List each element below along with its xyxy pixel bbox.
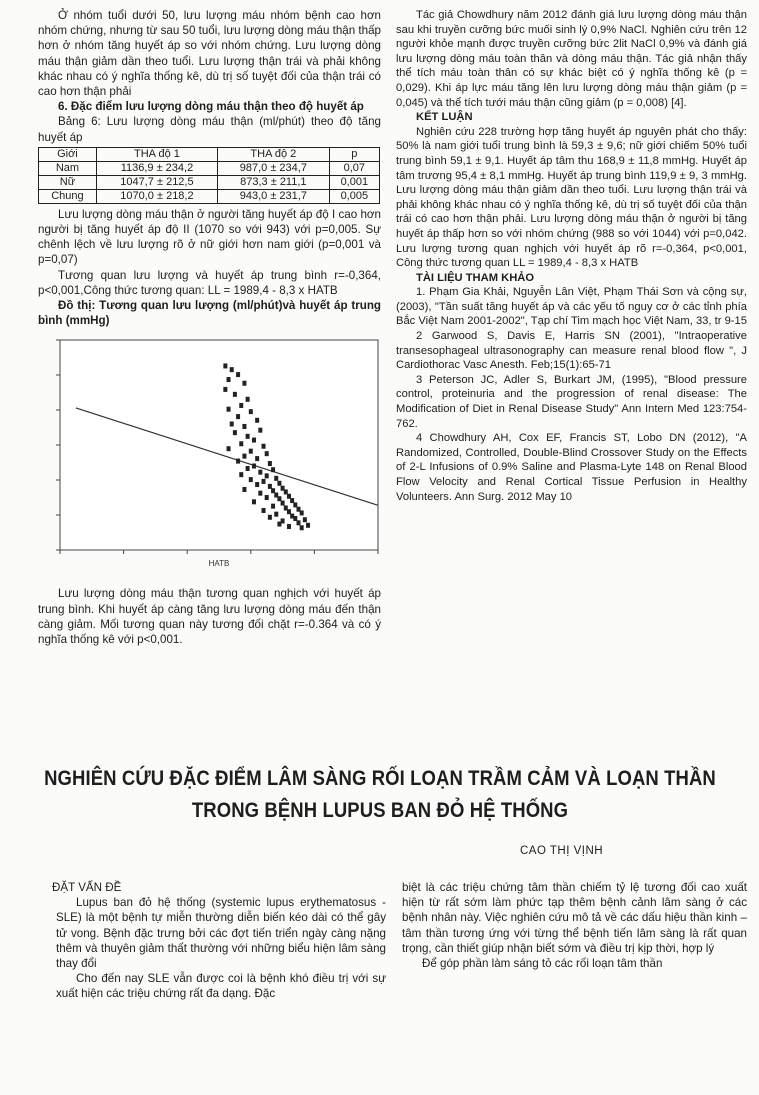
table-header-cell: THA độ 2	[218, 147, 330, 161]
paragraph: Ở nhóm tuổi dưới 50, lưu lượng máu nhóm bệnh cao hơn nhóm chứng, nhưng từ sau 50 tuổi, lưu lượng dòng máu thận thấp hơn ở nhóm tăng huyết áp so với nhóm chứng. Lưu lượng dòng máu thận giảm dần theo tuổi. Lưu lượng thận trái và phải không khác nhau có ý nghĩa thống kê, dù trị số tuyệt đối của thận trái có cao hơn thận phải	[38, 9, 381, 99]
data-point	[242, 454, 246, 459]
paragraph: Lưu lượng dòng máu thận tương quan nghịch với huyết áp trung bình. Khi huyết áp càng tăng lưu lượng dòng máu đến thận càng giảm. Mối tương quan này tương đối chặt r=-0.364 và có ý nghĩa thống kê với p<0,001.	[38, 587, 381, 647]
data-point	[303, 518, 307, 523]
data-point	[249, 410, 253, 415]
data-point	[227, 447, 231, 452]
data-point	[293, 503, 297, 508]
data-point	[287, 524, 291, 529]
data-point	[233, 392, 237, 397]
data-point	[239, 403, 243, 408]
data-point	[277, 481, 281, 486]
table-row	[39, 161, 380, 175]
data-point	[227, 377, 231, 382]
data-point	[246, 434, 250, 439]
data-point	[300, 511, 304, 516]
data-point	[239, 473, 243, 478]
data-point	[271, 504, 275, 509]
data-point	[230, 368, 234, 373]
data-point	[249, 449, 253, 454]
data-point	[252, 500, 256, 505]
data-point	[287, 510, 291, 515]
article-title-line: TRONG BỆNH LUPUS BAN ĐỎ HỆ THỐNG	[191, 797, 569, 822]
paragraph: Cho đến nay SLE vẫn được coi là bệnh khó điều trị với sự xuất hiện các triệu chứng rất đa dạng. Đặc	[56, 972, 386, 1001]
data-point	[265, 474, 269, 479]
table-cell: Chung	[39, 189, 97, 203]
data-point	[262, 508, 266, 513]
table-cell: Nam	[39, 161, 97, 175]
data-point	[242, 381, 246, 386]
table-cell: 0,001	[329, 175, 379, 189]
table-caption: Bảng 6: Lưu lượng dòng máu thận (ml/phút) theo độ tăng huyết áp	[38, 115, 381, 144]
table-cell: 987,0 ± 234,7	[218, 161, 330, 175]
table-6	[38, 147, 380, 204]
section-heading: ĐẶT VẤN ĐỀ	[52, 881, 122, 894]
data-point	[281, 501, 285, 506]
data-point	[258, 470, 262, 475]
data-point	[277, 497, 281, 502]
references-heading: TÀI LIỆU THAM KHẢO	[416, 271, 535, 284]
paragraph: Lưu lượng dòng máu thận ở người tăng huyết áp độ I cao hơn người bị tăng huyết áp độ II (1070 so với 943) với p=0,005. Sự chênh lệch về lưu lượng rõ ở nữ giới hơn nam giới (p=0,001 và p=0,07)	[38, 207, 381, 267]
data-point	[258, 491, 262, 496]
table-header-cell: THA độ 1	[96, 147, 217, 161]
section-heading: 6. Đặc điểm lưu lượng dòng máu thận theo độ huyết áp	[58, 100, 364, 114]
chart-heading: Đồ thị: Tương quan lưu lượng (ml/phút)và huyết áp trung bình (mmHg)	[38, 299, 381, 328]
data-point	[230, 422, 234, 427]
data-point	[274, 476, 278, 481]
data-point	[246, 466, 250, 471]
data-point	[265, 495, 269, 500]
table-cell: 1070,0 ± 218,2	[96, 189, 217, 203]
right-column-top	[396, 8, 747, 504]
data-point	[252, 438, 256, 443]
data-point	[262, 479, 266, 484]
data-point	[290, 499, 294, 504]
table-cell: 873,3 ± 211,1	[218, 175, 330, 189]
section-heading-ketluan: KẾT LUẬN	[416, 111, 473, 124]
references	[396, 271, 747, 505]
data-point	[236, 415, 240, 420]
data-point	[268, 484, 272, 489]
plot-area	[60, 340, 378, 550]
data-point	[242, 424, 246, 429]
table-row	[39, 189, 380, 203]
table-cell: 1047,7 ± 212,5	[96, 175, 217, 189]
paragraph: Để góp phần làm sáng tỏ các rối loạn tâm thần	[422, 957, 663, 971]
table-cell: Nữ	[39, 175, 97, 189]
table-cell: 0,07	[329, 161, 379, 175]
data-point	[293, 516, 297, 521]
reference-item: 4 Chowdhury AH, Cox EF, Francis ST, Lobo DN (2012), "A Randomized, Controlled, Double-Blind Crossover Study on the Effects of 2-L Infusions of 0.9% Saline and Plasma-Lyte 148 on Renal Blood Flow Velocity and Renal Cortical Tissue Perfusion in Healthy Volunteers. Ann Surg. 2012 May 10	[396, 432, 747, 503]
table-header-cell: Giới	[39, 147, 97, 161]
data-point	[223, 387, 227, 392]
data-point	[239, 442, 243, 447]
data-point	[252, 464, 256, 469]
data-point	[246, 397, 250, 402]
paragraph: Nghiên cứu 228 trường hợp tăng huyết áp nguyên phát cho thấy: 50% là nam giới tuổi trung bình là 59,3 ± 9,6; nữ giới chiếm 50% tuổi trung bình 59,1 ± 9,1. Huyết áp tâm thu 168,9 ± 11,8 mmHg. Huyết áp tâm trương 95,4 ± 8,1 mmHg. Huyết áp trung bình 119,9 ± 9, 3 mmHg. Lưu lượng dòng máu thận giảm dần theo tuổi. Lưu lượng thận trái và phải không khác nhau có ý nghĩa thống kê, dù trị số tuyệt đối của thận trái có cao hơn thận phải. Lưu lượng dòng máu thận ở người bị tăng huyết áp thấp hơn so với nhóm chứng (988 so với 1044) với p=0,042. Lưu lượng tương quan nghịch với huyết áp rõ r=-0,364, p<0,001, Công thức tương quan LL = 1989,4 - 8,3 x HATB	[396, 125, 747, 270]
data-point	[297, 521, 301, 526]
reference-item: 2 Garwood S, Davis E, Harris SN (2001), "Intraoperative transesophageal ultrasonography can measure renal blood flow ", J Cardiothorac Vasc Anesth. Feb;15(1):65-71	[396, 330, 747, 372]
paragraph: Tương quan lưu lượng và huyết áp trung bình r=-0,364, p<0,001,Công thức tương quan: LL = 1989,4 - 8,3 x HATB	[38, 268, 381, 297]
data-point	[287, 494, 291, 499]
table-cell: 943,0 ± 231,7	[218, 189, 330, 203]
data-point	[255, 457, 259, 462]
table-header-row	[39, 147, 380, 161]
data-point	[271, 468, 275, 473]
data-point	[274, 512, 278, 517]
table-cell: 0,005	[329, 189, 379, 203]
scatter-chart-svg	[38, 332, 383, 582]
data-point	[284, 490, 288, 495]
article-title	[40, 762, 720, 826]
data-point	[268, 515, 272, 520]
data-point	[306, 523, 310, 528]
data-point	[277, 522, 281, 527]
data-point	[271, 489, 275, 494]
right-column-bottom	[402, 880, 747, 971]
paragraph: biệt là các triệu chứng tâm thần chiếm tỷ lệ tương đối cao xuất hiện từ rất sớm làm phức tạp thêm bệnh cảnh lâm sàng ở các bệnh nhân này. Việc nghiên cứu mô tả về các dấu hiệu thần kinh – tâm thần tương ứng với từng thể bệnh tiến lâm sàng là rất quan trọng, cần thiết giúp nhận biết sớm và điều trị kịp thời, hợp lý	[402, 881, 747, 955]
reference-item: 1. Phạm Gia Khải, Nguyễn Lân Việt, Phạm Thái Sơn và cộng sự, (2003), "Tần suất tăng huyết áp và các yếu tố nguy cơ ở các tỉnh phía Bắc Việt Nam 2001-2002", Tạp chí Tim mạch học Việt Nam, 33, tr 9-15	[396, 286, 747, 328]
data-point	[255, 418, 259, 423]
reference-item: 3 Peterson JC, Adler S, Burkart JM, (1995), "Blood pressure control, proteinuria and the progression of renal disease: The Modification of Diet in Renal Disease Study" Ann Intern Med 123:754-762.	[396, 373, 747, 430]
x-axis-label: HATB	[208, 559, 230, 569]
data-point	[265, 452, 269, 457]
table-header-cell: p	[329, 147, 379, 161]
data-point	[262, 444, 266, 449]
data-point	[236, 459, 240, 464]
data-point	[255, 482, 259, 487]
data-point	[268, 461, 272, 466]
data-point	[223, 364, 227, 369]
article-title-line: NGHIÊN CỨU ĐẶC ĐIỂM LÂM SÀNG RỐI LOẠN TRẦM CẢM VÀ LOẠN THẦN	[44, 765, 716, 790]
data-point	[233, 431, 237, 436]
table-cell: 1136,9 ± 234,2	[96, 161, 217, 175]
paragraph: Tác giả Chowdhury năm 2012 đánh giá lưu lượng dòng máu thận sau khi truyền cưỡng bức muối sinh lý 0,9% NaCl. Nghiên cứu trên 12 người khỏe mạnh được truyền cưỡng bức 2lit NaCl 0,9% và đánh giá lưu lượng dòng máu toàn thân và dòng máu thận. Tác giả nhận thấy thể tích máu toàn thân có sự khác biệt có ý nghĩa thống kê (p = 0,029). Khi áp lực máu tăng lên lưu lượng dòng máu thận giảm (p = 0,045) và thể tích tưới máu thận cũng giảm (p = 0,008) [4].	[396, 9, 747, 109]
left-column-top	[38, 8, 381, 647]
paragraph: Lupus ban đỏ hệ thống (systemic lupus erythematosus - SLE) là một bệnh tự miễn thường diễn biến kéo dài có thể gây tử vong. Bệnh đặc trưng bởi các đợt tiến triển ngày càng nặng thêm và thuyên giảm thất thường với những biểu hiện lâm sàng thay đổi	[56, 896, 386, 971]
scatter-chart	[38, 332, 383, 582]
left-column-bottom	[52, 880, 386, 1002]
author-name: CAO THỊ VỊNH	[520, 845, 604, 857]
data-point	[236, 373, 240, 378]
table-row	[39, 175, 380, 189]
data-point	[227, 407, 231, 412]
data-point	[242, 487, 246, 492]
data-point	[300, 526, 304, 531]
data-point	[249, 478, 253, 483]
data-point	[258, 428, 262, 433]
